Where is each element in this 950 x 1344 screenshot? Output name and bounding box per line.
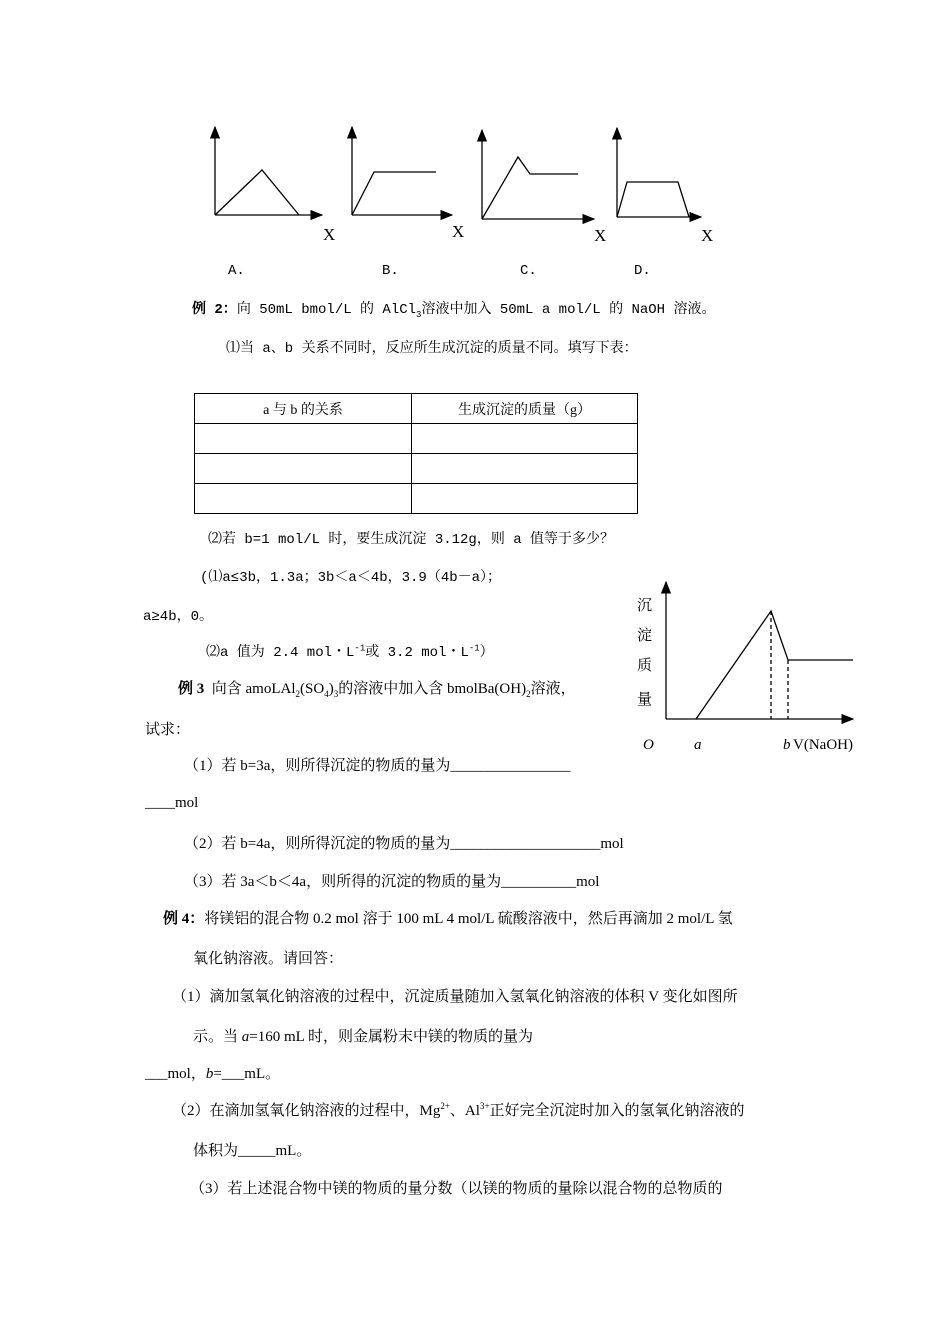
precipitate-chart <box>620 570 870 760</box>
ex4-q1-b-post: =160 mL 时，则金属粉末中镁的物质的量为 <box>249 1029 534 1045</box>
axis-label-d: X <box>701 226 714 245</box>
ex3-question-3: （3）若 3a＜b＜4a，则所得的沉淀的物质的量为__________mol <box>184 874 600 890</box>
option-c-label: C. <box>520 263 537 279</box>
ex4-q1-c-var: b <box>205 1066 214 1082</box>
ex3-sub3: 3 <box>333 689 339 699</box>
ex2-question-2: ⑵若 b=1 mol/L 时，要生成沉淀 3.12g，则 a 值等于多少？ <box>208 532 615 548</box>
ex3-stem-cont: 试求： <box>145 722 191 738</box>
ex3-question-1-cont: ____mol <box>145 795 199 811</box>
ex4-question-1-c <box>145 1062 280 1083</box>
ex2-label: 例 2： <box>192 302 237 318</box>
ex2-answer-2-mid: 或 3.2 mol・L <box>365 645 469 661</box>
chart-ylabel-char: 量 <box>637 692 653 708</box>
ex4-q1-b-pre: 示。当 <box>193 1029 242 1045</box>
chart-ylabel-char: 沉 <box>637 598 653 614</box>
ex4-stem <box>163 907 733 928</box>
ex3-sub4: 2 <box>526 689 531 699</box>
chart-ylabel-char: 质 <box>637 658 653 674</box>
table-header-row <box>195 394 638 424</box>
table-cell[interactable] <box>412 454 638 484</box>
option-graphs <box>0 0 950 290</box>
ex4-stem-cont: 氧化钠溶液。请回答： <box>193 951 344 967</box>
ex3-stem-b: (SO <box>300 681 325 697</box>
graph-b <box>352 127 452 215</box>
table-header-mass: 生成沉淀的质量（g） <box>412 394 638 424</box>
ex3-sub2: 4 <box>324 689 329 699</box>
ex3-question-2: （2）若 b=4a，则所得沉淀的物质的量为____________________mol <box>184 836 624 852</box>
ex4-q2-pre: （2）在滴加氢氧化钠溶液的过程中，Mg <box>172 1103 441 1119</box>
ex2-answer-2-sup: -1 <box>354 643 366 654</box>
axis-label-b: X <box>452 222 465 241</box>
ex4-q1-c-pre: ___mol， <box>145 1066 206 1082</box>
ex4-stem-text: 将镁铝的混合物 0.2 mol 溶于 100 mL 4 mol/L 硫酸溶液中，然后再滴加 2 mol/L 氢 <box>204 911 733 927</box>
ex4-q2-mid: 、Al <box>449 1103 480 1119</box>
ex4-question-1-b <box>193 1025 533 1046</box>
table-row <box>195 424 638 454</box>
graph-a <box>215 127 322 215</box>
ex4-question-1: （1）滴加氢氧化钠溶液的过程中，沉淀质量随加入氢氧化钠溶液的体积 V 变化如图所 <box>172 989 738 1005</box>
table-cell[interactable] <box>195 454 412 484</box>
chart-ylabel-char: 淀 <box>637 628 653 644</box>
ex4-label: 例 4： <box>163 911 205 927</box>
ex4-question-2 <box>172 1099 745 1120</box>
table-header-relation: a 与 b 的关系 <box>195 394 412 424</box>
ex4-q1-b-var: a <box>241 1029 250 1045</box>
graph-d <box>617 128 701 217</box>
ex2-answer-1-cont: a≥4b，0。 <box>143 609 214 625</box>
ex2-answer-2 <box>206 641 494 661</box>
chart-origin-label: O <box>643 737 654 753</box>
ex3-stem <box>178 677 576 699</box>
ex2-answer-2-sup2: -1 <box>468 643 480 654</box>
ex2-answer-2-end: ） <box>479 645 494 661</box>
ex3-label: 例 3 <box>178 681 205 697</box>
ex2-stem-sub: 3 <box>416 309 422 320</box>
table-row <box>195 454 638 484</box>
ex2-answer-2-pre: ⑵a 值为 2.4 mol・L <box>206 645 355 661</box>
graph-c <box>482 130 594 219</box>
table-cell[interactable] <box>195 424 412 454</box>
ex3-stem-e: 溶液， <box>530 681 576 697</box>
option-b-label: B. <box>382 263 399 279</box>
ex3-stem-c: ) <box>328 681 334 697</box>
ex3-stem-a: 向含 amoLAl <box>211 681 296 697</box>
chart-tick-b: b <box>783 737 791 753</box>
chart-curve <box>696 611 853 719</box>
ex2-question-1: ⑴当 a、b 关系不同时，反应所生成沉淀的质量不同。填写下表： <box>226 341 638 357</box>
table-cell[interactable] <box>412 484 638 514</box>
ex4-q2-sup1: 2+ <box>440 1101 450 1111</box>
ex2-stem <box>192 298 715 320</box>
ex2-answer-1: (⑴a≤3b，1.3a；3b＜a＜4b，3.9（4b－a）； <box>200 570 502 586</box>
axis-label-a: X <box>323 225 336 244</box>
table-cell[interactable] <box>195 484 412 514</box>
ex3-sub1: 2 <box>295 689 301 699</box>
ex4-question-2-cont: 体积为_____mL。 <box>193 1143 312 1159</box>
ex4-q2-sup2: 3+ <box>479 1101 490 1111</box>
option-d-label: D. <box>634 263 651 279</box>
table-cell[interactable] <box>412 424 638 454</box>
ex3-stem-d: 的溶液中加入含 bmolBa(OH) <box>338 681 527 697</box>
relation-table <box>194 393 638 514</box>
ex3-question-1: （1）若 b=3a，则所得沉淀的物质的量为________________ <box>184 758 571 774</box>
axis-label-c: X <box>594 226 607 245</box>
ex4-q1-c-post: =___mL。 <box>213 1066 281 1082</box>
table-row <box>195 484 638 514</box>
ex2-stem-text: 向 50mL bmol/L 的 AlCl <box>236 302 417 318</box>
option-a-label: A. <box>228 263 245 279</box>
chart-xlabel: V(NaOH) <box>793 737 853 753</box>
ex2-stem-tail: 溶液中加入 50mL a mol/L 的 NaOH 溶液。 <box>421 302 716 318</box>
chart-tick-a: a <box>694 737 702 753</box>
ex4-question-3: （3）若上述混合物中镁的物质的量分数（以镁的物质的量除以混合物的总物质的 <box>190 1181 723 1197</box>
ex4-q2-post: 正好完全沉淀时加入的氢氧化钠溶液的 <box>489 1103 745 1119</box>
